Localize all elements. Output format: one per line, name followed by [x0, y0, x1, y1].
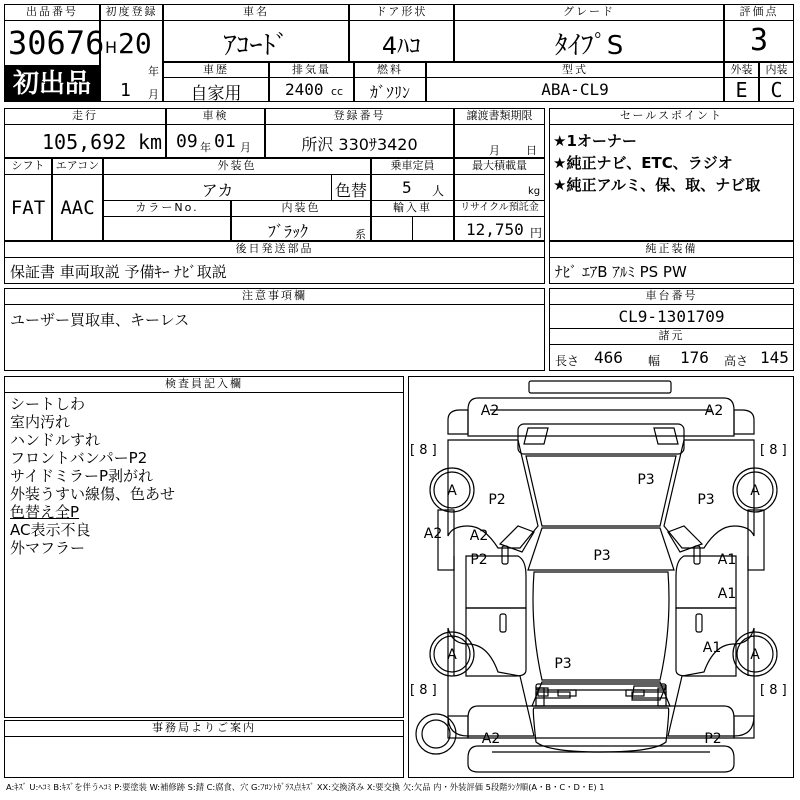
legend: A:ｷｽﾞ U:ﾍｺﾐ B:ｷｽﾞを伴うﾍｺﾐ P:要塗装 W:補修跡 S:錆 C:腐食、穴 G:ﾌﾛﾝﾄｶﾞﾗｽ点ｷｽﾞ XX:交換済み X:要交換 欠:欠品 内・外装評価 5段階ﾗﾝｸ順(A・B・C・D・E) 1 [6, 782, 605, 792]
mark-p2-left-door: P2 [470, 552, 488, 568]
office-label: 事務局よりご案内 [4, 720, 404, 737]
fuel-label: 燃料 [354, 62, 426, 78]
mileage: 105,692 [42, 130, 127, 154]
inspector-item: フロントバンパーP2 [10, 449, 148, 467]
inspector-item: AC表示不良 [10, 521, 91, 539]
transfer-month-unit: 月 [489, 144, 500, 157]
ext-grade: E [735, 78, 748, 102]
model: ABA-CL9 [541, 80, 609, 99]
dims-cell [549, 344, 794, 371]
chassis-no: CL9-1301709 [618, 307, 725, 326]
reg-no-label: 登録番号 [265, 108, 454, 125]
left-rear-quarter [448, 628, 534, 736]
inspector-item: 外装うすい線傷、色あせ [10, 485, 176, 503]
height-label: 高さ [724, 354, 749, 368]
import-cell-a [371, 216, 413, 241]
insp-month: 01 [214, 131, 236, 152]
displacement-label: 排気量 [269, 62, 354, 78]
genuine-equipment-label: 純正装備 [549, 241, 794, 258]
displacement-unit: cc [331, 85, 344, 98]
inspection-label: 車検 [166, 108, 265, 125]
tire-fr-grade: A [750, 483, 760, 499]
int-color-unit: 系 [355, 228, 366, 241]
ac-label: エアコン [52, 158, 103, 175]
score: 3 [749, 23, 769, 58]
history-label: 車歴 [163, 62, 269, 78]
score-label: 評価点 [724, 4, 794, 21]
mark-a2-left-side: A2 [423, 526, 443, 542]
later-parts: 保証書 車両取説 予備ｷｰ ﾅﾋﾞ取説 [10, 263, 227, 281]
max-load-unit: kg [528, 186, 541, 197]
mark-a1-right-quarter: A1 [702, 640, 722, 656]
transfer-day-unit: 日 [526, 144, 537, 157]
inspector-item: 外マフラー [10, 539, 86, 557]
shift: FAT [10, 197, 46, 219]
month: 1 [120, 80, 131, 101]
tread-fr: [ 8 ] [760, 443, 787, 458]
mark-a1-right-rear-door: A1 [717, 586, 737, 602]
notes: ユーザー買取車、キーレス [10, 311, 190, 329]
door: 4ﾊｺ [381, 32, 422, 60]
capacity-unit: 人 [432, 184, 445, 198]
int-label: 内装 [759, 62, 794, 78]
capacity: 5 [402, 178, 412, 197]
mark-p3-trunk: P3 [554, 656, 572, 672]
fuel: ｶﾞｿﾘﾝ [369, 83, 410, 102]
recycle-unit: 円 [530, 226, 543, 240]
shift-label: シフト [4, 158, 52, 175]
tread-rl: [ 8 ] [410, 683, 437, 698]
mark-a2-bottom-left: A2 [481, 731, 501, 747]
rear-bumper [468, 746, 734, 772]
mark-a2-top-left: A2 [480, 403, 500, 419]
inspector-item: 室内汚れ [10, 413, 71, 431]
height: 145 [760, 348, 789, 367]
sales-point-3: ★純正アルミ、保、取、ナビ取 [553, 176, 761, 194]
sales-points-label: セールスポイント [549, 108, 794, 125]
first-reg-label: 初度登録 [100, 4, 163, 21]
chassis-label: 車台番号 [549, 288, 794, 305]
door-label: ドア形状 [349, 4, 454, 21]
insp-month-unit: 月 [240, 141, 251, 154]
top-grille [529, 381, 671, 393]
car-diagram [408, 376, 794, 778]
inspector-item: シートしわ [10, 395, 86, 413]
office-cell [4, 736, 404, 778]
insp-year: 09 [176, 131, 198, 152]
insp-year-unit: 年 [200, 141, 211, 154]
import-label: 輸入車 [371, 200, 454, 217]
grade: ﾀｲﾌﾟS [554, 31, 624, 61]
car-name-label: 車名 [163, 4, 349, 21]
model-label: 型式 [426, 62, 724, 78]
ext-color-label: 外装色 [103, 158, 371, 175]
tire-rr-grade: A [750, 647, 760, 663]
mark-p3-right-fender: P3 [697, 492, 715, 508]
width-label: 幅 [648, 354, 661, 368]
int-grade: C [770, 78, 783, 102]
tread-fl: [ 8 ] [410, 443, 437, 458]
genuine-equipment: ﾅﾋﾞ ｴｱB ｱﾙﾐ PS PW [555, 263, 687, 281]
color-no-label: カラーNo. [103, 200, 231, 217]
mark-p3-hood: P3 [637, 472, 655, 488]
first-listing-badge: 初出品 [4, 66, 100, 102]
later-parts-label: 後日発送部品 [4, 241, 545, 258]
tread-rr: [ 8 ] [760, 683, 787, 698]
max-load-label: 最大積載量 [454, 158, 545, 175]
mileage-unit: km [138, 130, 163, 154]
recycle-label: リサイクル預託金 [454, 200, 545, 217]
lot-no: 30676 [8, 24, 105, 62]
inspector-item: サイドミラーP剥がれ [10, 467, 153, 485]
lot-no-label: 出品番号 [4, 4, 100, 21]
grade-label: グレード [454, 4, 724, 21]
mark-p3-roof: P3 [593, 548, 611, 564]
year-unit: 年 [148, 65, 159, 78]
mark-a2-left-door: A2 [469, 528, 489, 544]
mileage-label: 走行 [4, 108, 166, 125]
front-bumper [468, 398, 734, 436]
mark-p2-bottom-right: P2 [704, 731, 722, 747]
color-change: 色替 [334, 181, 367, 200]
mark-a2-top-right: A2 [704, 403, 724, 419]
era: H [105, 38, 118, 57]
int-color-label: 内装色 [231, 200, 371, 217]
dims-label: 諸元 [549, 328, 794, 345]
import-cell-b [412, 216, 454, 241]
mark-p2-left-fender: P2 [488, 492, 506, 508]
length: 466 [594, 348, 623, 367]
recycle: 12,750 [466, 220, 524, 239]
tire-fl-grade: A [447, 483, 457, 499]
ac: AAC [60, 197, 95, 219]
capacity-label: 乗車定員 [371, 158, 454, 175]
hood [526, 456, 676, 526]
transfer-label: 譲渡書類期限 [454, 108, 545, 125]
sales-point-1: ★1オーナー [553, 132, 637, 150]
displacement: 2400 [285, 80, 324, 99]
width: 176 [680, 348, 709, 367]
ext-color: アカ [201, 181, 234, 200]
ext-label: 外装 [724, 62, 759, 78]
int-color: ﾌﾞﾗｯｸ [268, 222, 309, 241]
year: 20 [118, 27, 152, 60]
inspector-item: 色替え全P [10, 503, 80, 521]
inspector-label: 検査員記入欄 [4, 376, 404, 393]
tire-rl-grade: A [447, 647, 457, 663]
color-no-cell [103, 216, 231, 241]
reg-no: 所沢 330ｻ3420 [301, 135, 418, 154]
sales-point-2: ★純正ナビ、ETC、ラジオ [553, 154, 733, 172]
history: 自家用 [190, 84, 242, 104]
trunk [533, 708, 668, 752]
mark-a1-right-front-door: A1 [717, 552, 737, 568]
inspector-list [10, 395, 175, 557]
car-name: ｱｺｰﾄﾞ [223, 31, 289, 61]
length-label: 長さ [555, 354, 580, 368]
notes-label: 注意事項欄 [4, 288, 545, 305]
inspector-item: ハンドルすれ [10, 431, 101, 449]
month-unit: 月 [148, 88, 159, 101]
